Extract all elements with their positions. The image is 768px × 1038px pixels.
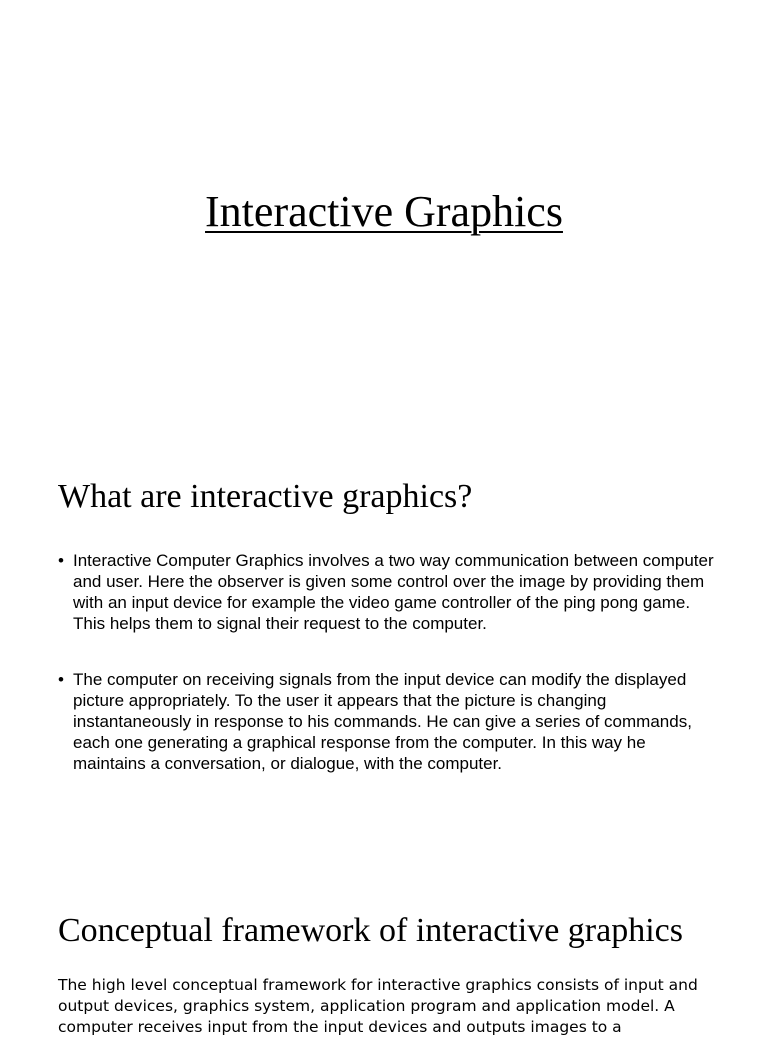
- framework-paragraph: The high level conceptual framework for interactive graphics consists of input and output devices, graphics system, application program and application model. A computer receives input from the input devices and outputs images to a: [58, 976, 698, 1036]
- bullet-list: [58, 550, 718, 774]
- section-heading-conceptual-framework: Conceptual framework of interactive graphics: [58, 912, 683, 949]
- bullet-text: Interactive Computer Graphics involves a two way communication between computer and user. Here the observer is given some control over the image by providing them with an input device for example the video game controller of the ping pong game. This helps them to signal their request to the computer.: [73, 551, 714, 633]
- bullet-marker: •: [58, 670, 64, 689]
- bullet-marker: •: [58, 551, 64, 570]
- bullet-text: The computer on receiving signals from the input device can modify the displayed picture appropriately. To the user it appears that the picture is changing instantaneously in response to his commands. He can give a series of commands, each one generating a graphical response from the computer. In this way he maintains a conversation, or dialogue, with the computer.: [73, 670, 692, 773]
- bullet-item: [58, 669, 718, 774]
- bullet-item: [58, 550, 718, 634]
- section-heading-what-are: What are interactive graphics?: [58, 478, 473, 515]
- slide-title: Interactive Graphics: [205, 187, 563, 236]
